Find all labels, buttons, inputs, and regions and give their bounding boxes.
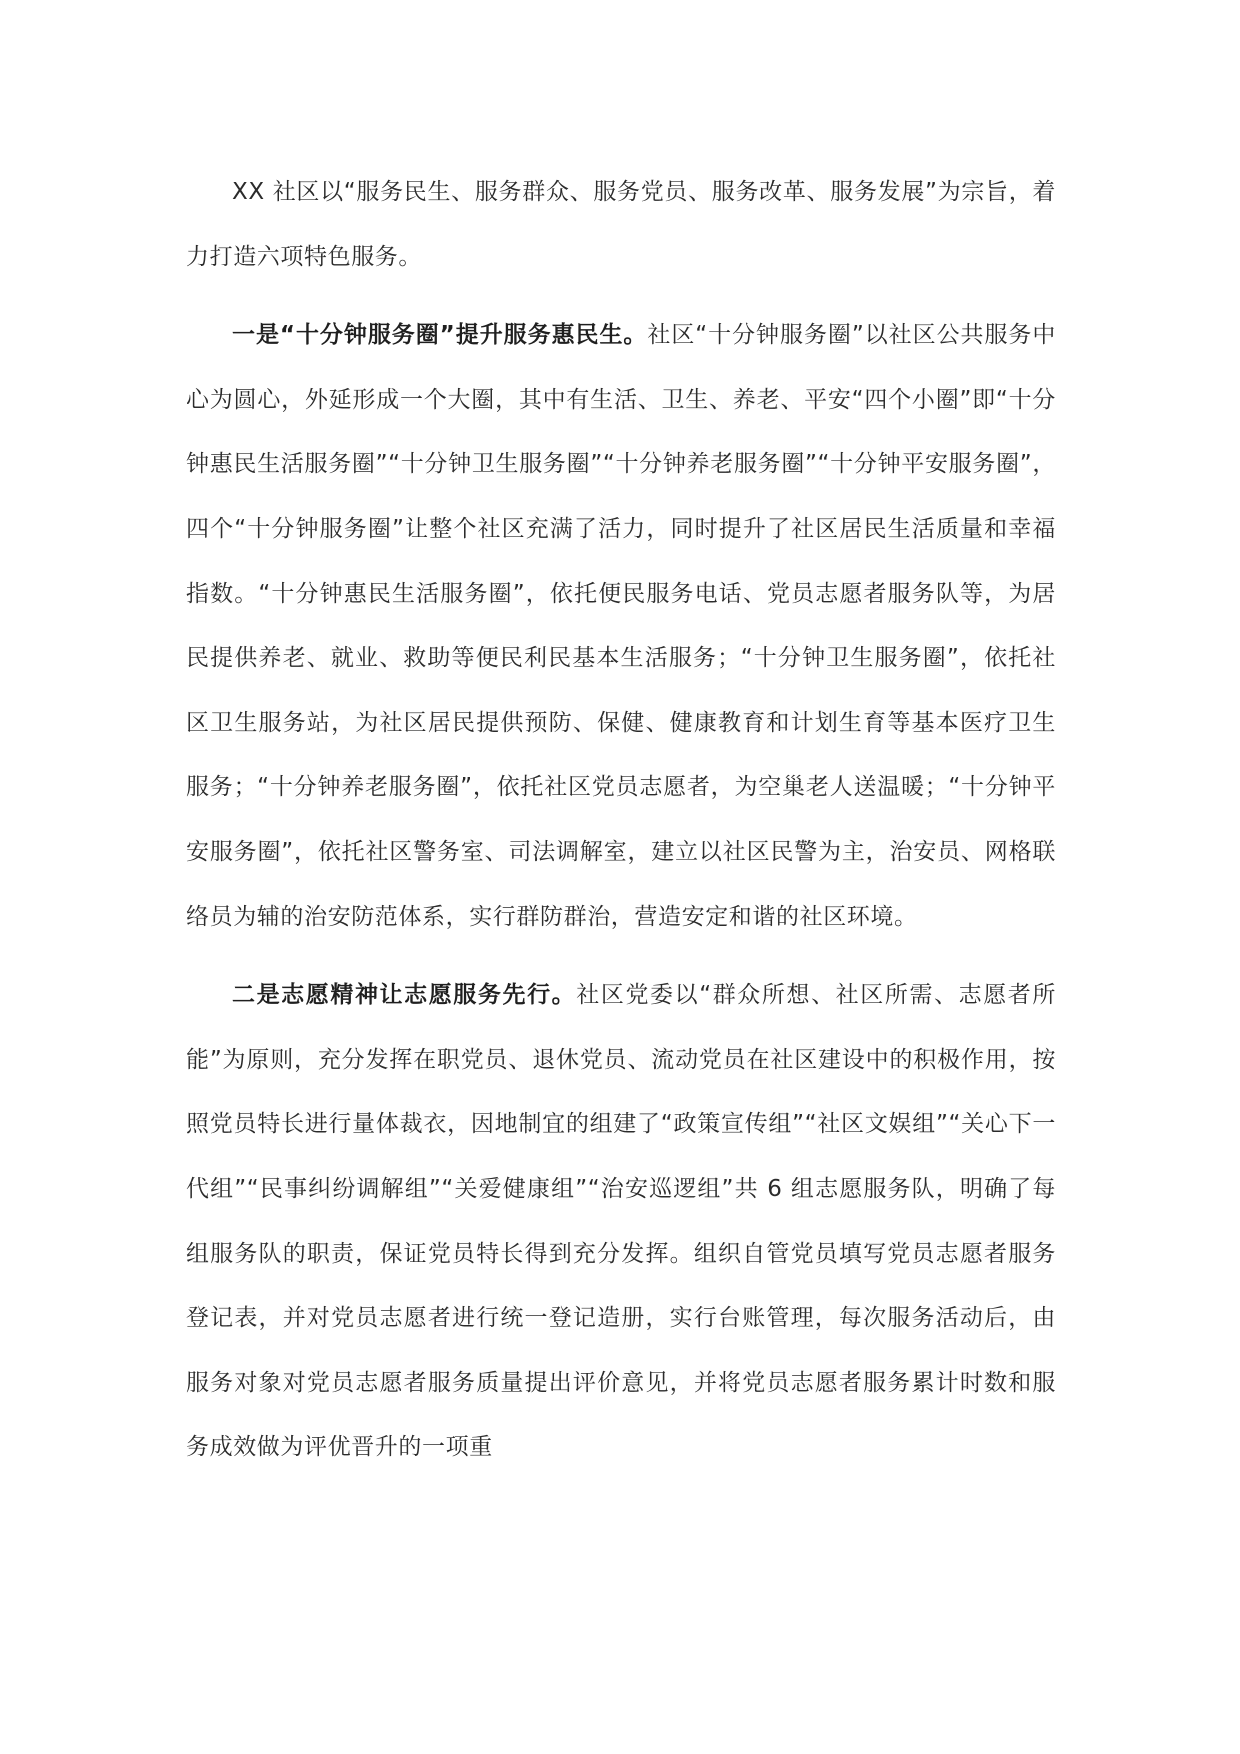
paragraph-volunteer-text: 社区党委以“群众所想、社区所需、志愿者所能”为原则，充分发挥在职党员、退休党员、流动党员在社区建设中的积极作用，按照党员特长进行量体裁衣，因地制宜的组建了“政策宣传组”“社区文娱组”“关心下一代组”“民事纠纷调解组”“关爱健康组”“治安巡逻组”共 6 组志愿服务队，明确了每组服务队的职责，保证党员特长得到充分发挥。组织自管党员填写党员志愿者服务登记表，并对党员志愿者进行统一登记造册，实行台账管理，每次服务活动后，由服务对象对党员志愿者服务质量提出评价意见，并将党员志愿者服务累计时数和服务成效做为评优晋升的一项重: [186, 982, 1056, 1461]
paragraph-service-circle: [186, 303, 1056, 949]
paragraph-service-circle-text: 社区“十分钟服务圈”以社区公共服务中心为圆心，外延形成一个大圈，其中有生活、卫生、养老、平安“四个小圈”即“十分钟惠民生活服务圈”“十分钟卫生服务圈”“十分钟养老服务圈”“十分钟平安服务圈”，四个“十分钟服务圈”让整个社区充满了活力，同时提升了社区居民生活质量和幸福指数。“十分钟惠民生活服务圈”，依托便民服务电话、党员志愿者服务队等，为居民提供养老、就业、救助等便民利民基本生活服务；“十分钟卫生服务圈”，依托社区卫生服务站，为社区居民提供预防、保健、健康教育和计划生育等基本医疗卫生服务；“十分钟养老服务圈”，依托社区党员志愿者，为空巢老人送温暖；“十分钟平安服务圈”，依托社区警务室、司法调解室，建立以社区民警为主，治安员、网格联络员为辅的治安防范体系，实行群防群治，营造安定和谐的社区环境。: [186, 322, 1056, 930]
paragraph-service-circle-lead: 一是“十分钟服务圈”提升服务惠民生。: [232, 322, 648, 349]
paragraph-volunteer: [186, 963, 1056, 1480]
document-body: [186, 160, 1056, 1480]
paragraph-intro-text: XX 社区以“服务民生、服务群众、服务党员、服务改革、服务发展”为宗旨，着力打造六项特色服务。: [186, 179, 1056, 270]
paragraph-volunteer-lead: 二是志愿精神让志愿服务先行。: [232, 982, 577, 1009]
paragraph-intro: [186, 160, 1056, 289]
